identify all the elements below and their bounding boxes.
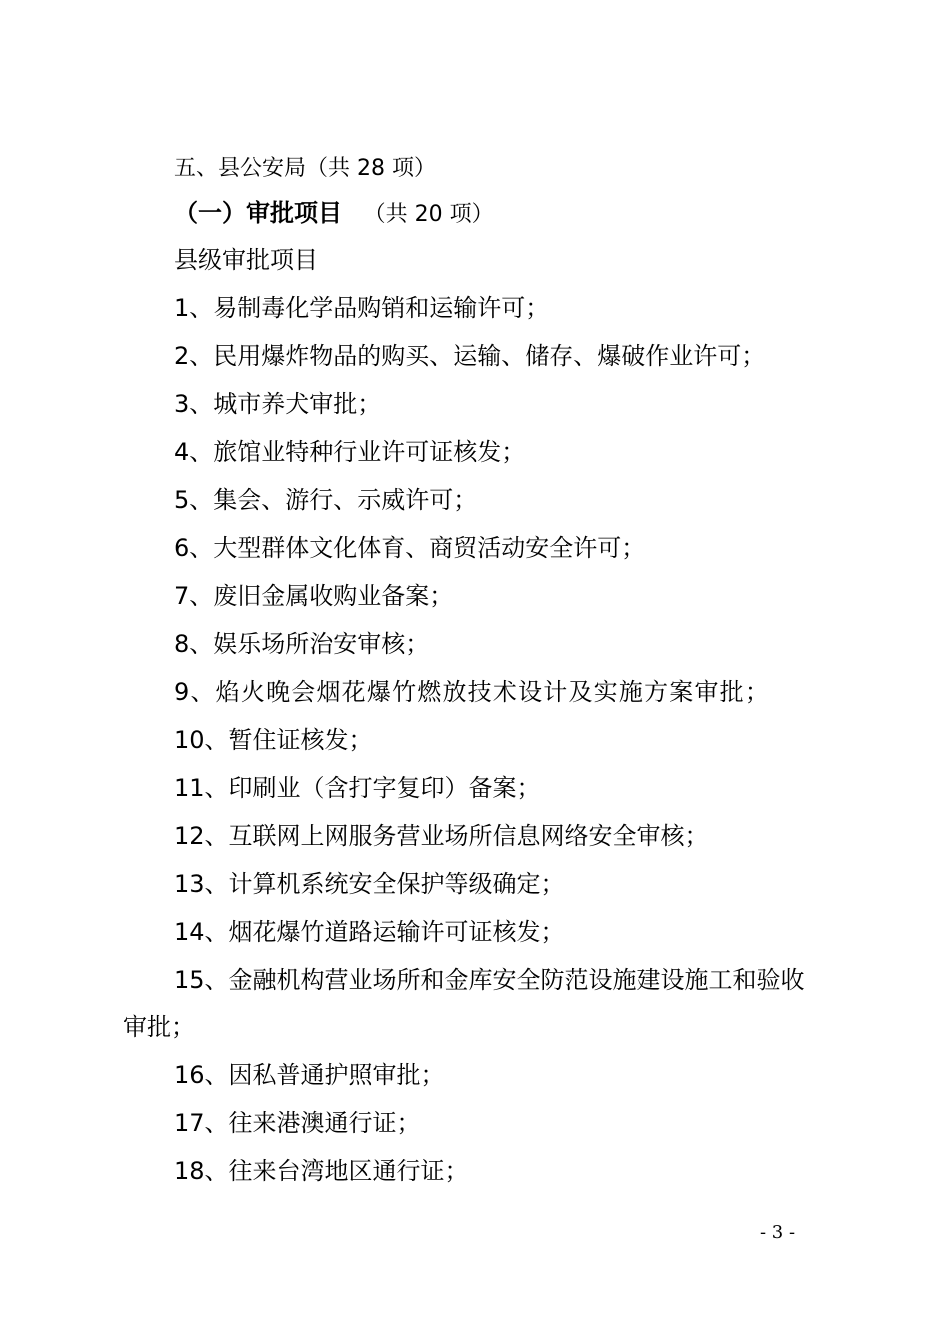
list-item: 6、大型群体文化体育、商贸活动安全许可； bbox=[174, 534, 646, 562]
list-item: 13、计算机系统安全保护等级确定； bbox=[174, 870, 565, 898]
list-item: 2、民用爆炸物品的购买、运输、储存、爆破作业许可； bbox=[174, 342, 766, 370]
list-item: 9、焰火晚会烟花爆竹燃放技术设计及实施方案审批； bbox=[174, 678, 771, 706]
list-item-continuation: 审批； bbox=[123, 1013, 195, 1041]
subsection-title: （一）审批项目 bbox=[174, 199, 342, 227]
page-number: - 3 - bbox=[760, 1222, 796, 1243]
list-item: 12、互联网上网服务营业场所信息网络安全审核； bbox=[174, 822, 709, 850]
subsection-heading bbox=[174, 198, 494, 230]
list-item: 14、烟花爆竹道路运输许可证核发； bbox=[174, 918, 565, 946]
list-item: 8、娱乐场所治安审核； bbox=[174, 630, 430, 658]
section-title: 五、县公安局（共 28 项） bbox=[174, 156, 436, 181]
list-item: 15、金融机构营业场所和金库安全防范设施建设施工和验收 bbox=[174, 966, 805, 994]
level-heading: 县级审批项目 bbox=[174, 246, 318, 274]
list-item: 11、印刷业（含打字复印）备案； bbox=[174, 774, 541, 802]
list-item: 10、暂住证核发； bbox=[174, 726, 373, 754]
list-item: 5、集会、游行、示威许可； bbox=[174, 486, 478, 514]
list-item: 7、废旧金属收购业备案； bbox=[174, 582, 454, 610]
subsection-count: （共 20 项） bbox=[363, 202, 494, 227]
list-item: 1、易制毒化学品购销和运输许可； bbox=[174, 294, 550, 322]
list-item: 4、旅馆业特种行业许可证核发； bbox=[174, 438, 526, 466]
list-item: 18、往来台湾地区通行证； bbox=[174, 1157, 469, 1185]
list-item: 16、因私普通护照审批； bbox=[174, 1061, 445, 1089]
list-item: 3、城市养犬审批； bbox=[174, 390, 382, 418]
list-item: 17、往来港澳通行证； bbox=[174, 1109, 421, 1137]
